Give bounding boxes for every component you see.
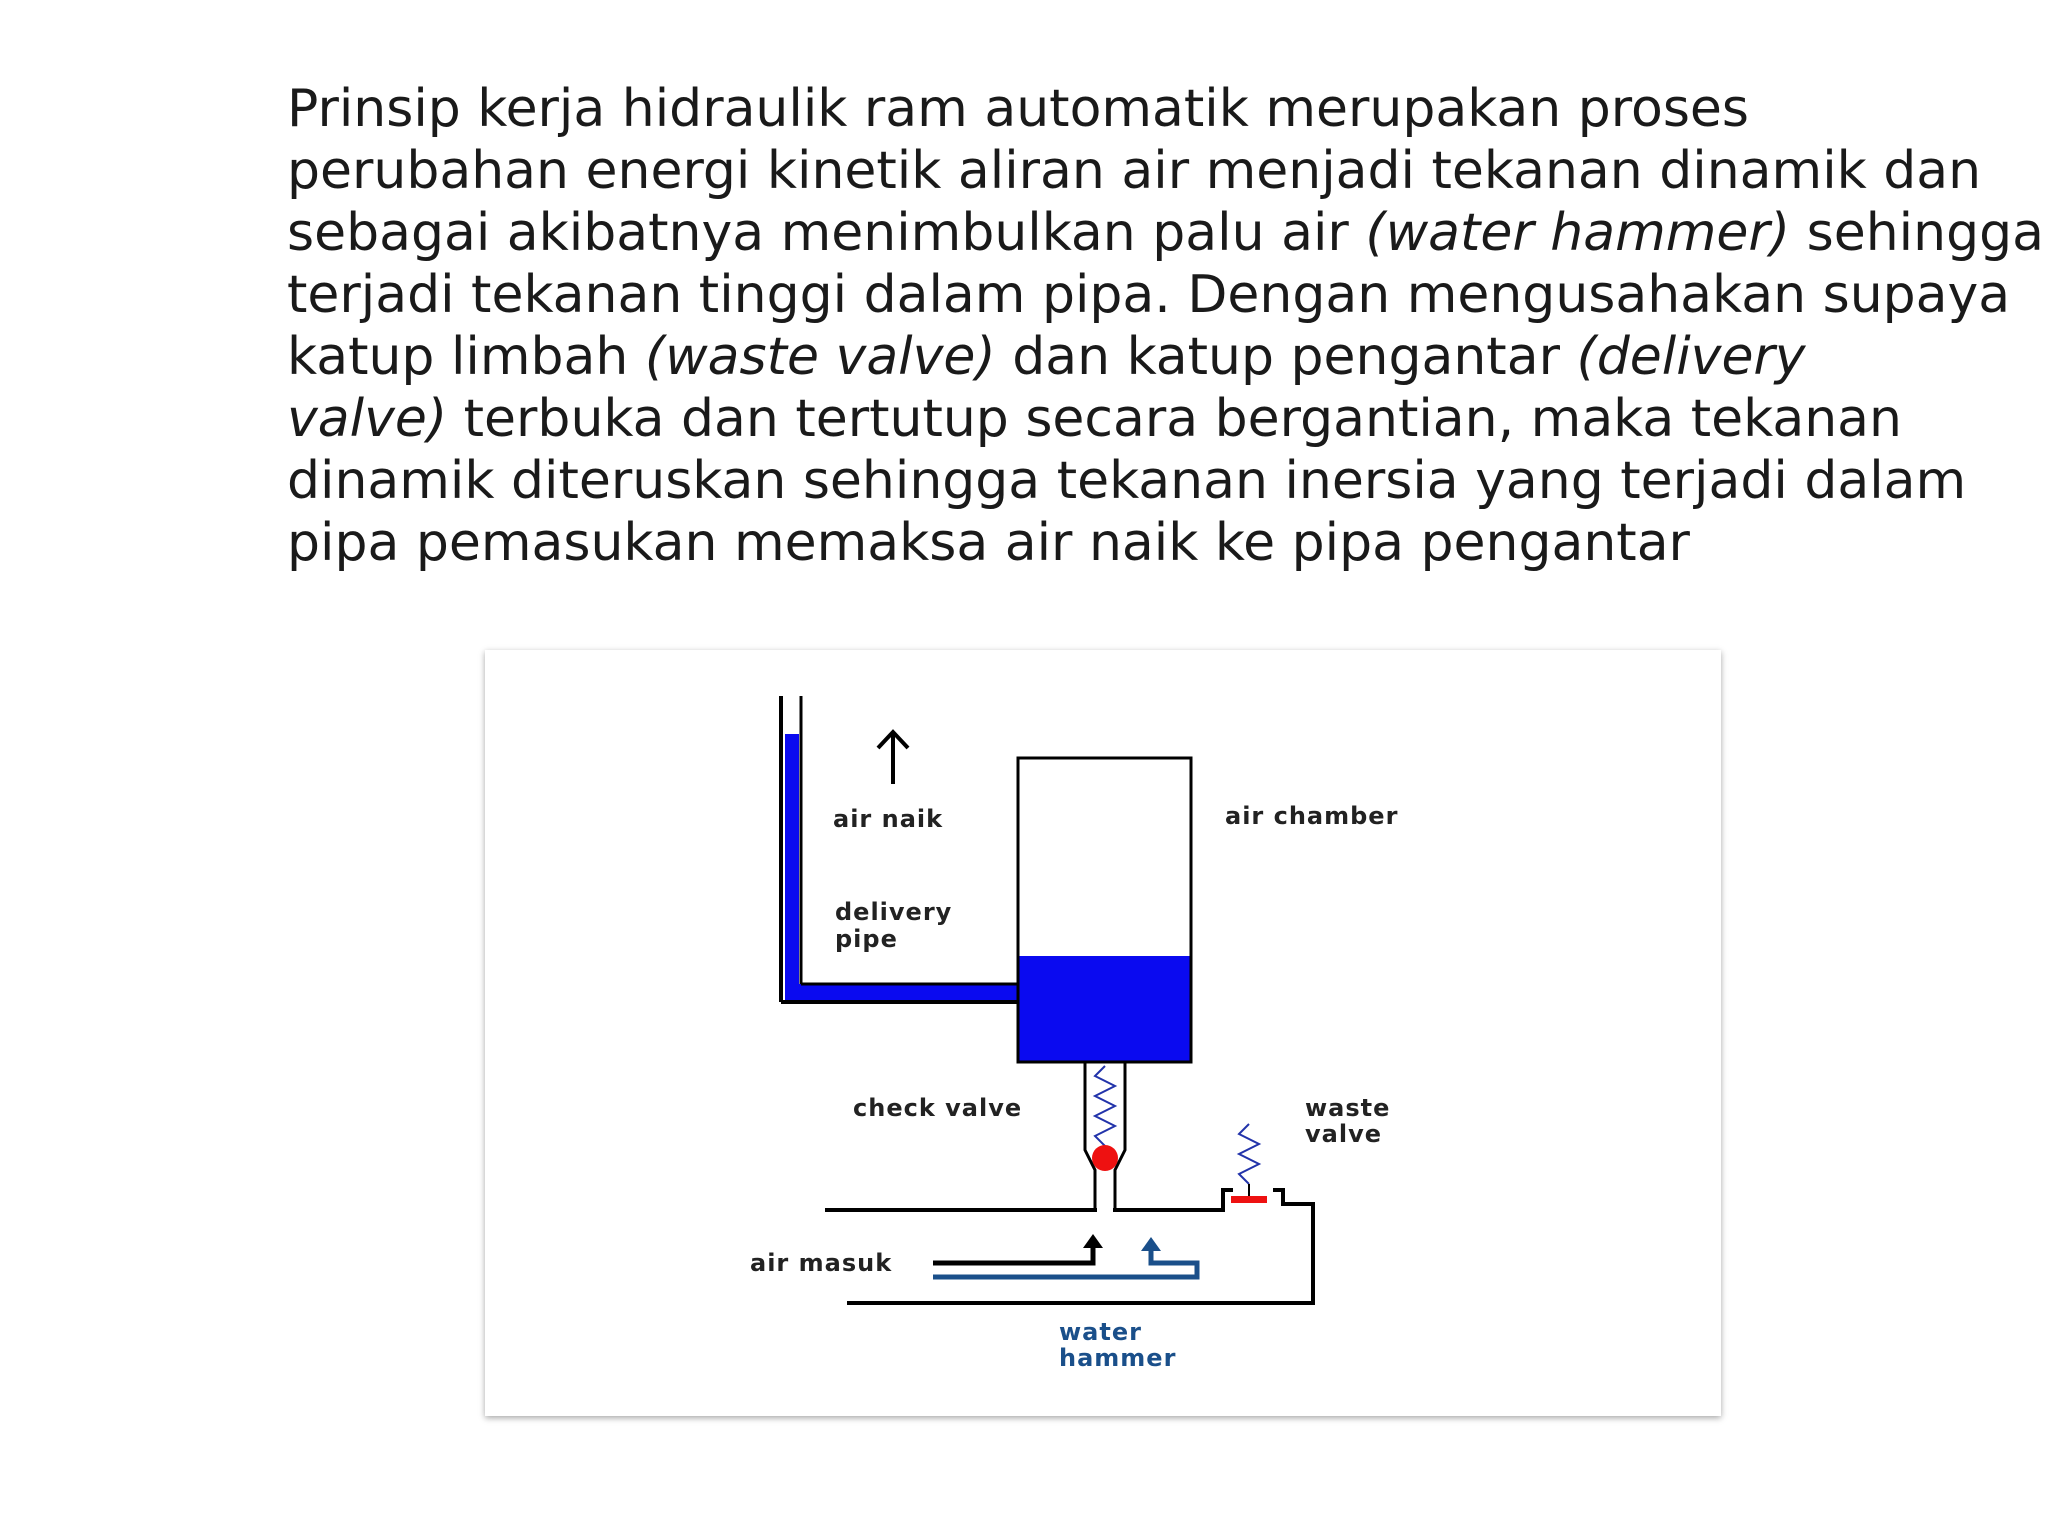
delivery-pipe-water-vertical [785,734,799,998]
check-valve-spring [1095,1066,1115,1146]
hydraulic-ram-diagram [485,650,1721,1416]
paragraph-line-1: Prinsip kerja hidraulik ram automatik merupakan proses [287,79,1750,139]
text-run: terbuka dan tertutup secara bergantian, maka tekanan [447,389,1902,449]
water-hammer-arrow-head [1141,1237,1161,1251]
paragraph-line-4: terjadi tekanan tinggi dalam pipa. Dengan mengusahakan supaya [287,265,2011,325]
text-run: dan katup pengantar [995,327,1577,387]
text-run: sehingga [1790,203,2044,263]
italic-term-water-hammer: (water hammer) [1365,203,1791,263]
waste-valve-spring [1239,1124,1259,1184]
label-air-chamber: air chamber [1225,802,1399,830]
paragraph-line-7: dinamik diteruskan sehingga tekanan inersia yang terjadi dalam [287,451,1967,511]
check-valve-ball [1092,1145,1118,1171]
check-valve-housing [1085,1062,1125,1210]
label-water-hammer-1: water [1059,1318,1142,1346]
paragraph-line-6 [287,388,1927,450]
italic-term-waste-valve: (waste valve) [644,327,996,387]
text-run: sebagai akibatnya menimbulkan palu air [287,203,1366,263]
label-delivery-pipe-1: delivery [835,898,953,926]
diagram-svg [485,650,1721,1416]
label-air-masuk: air masuk [750,1249,893,1277]
air-chamber-water [1018,956,1191,1062]
label-water-hammer-2: hammer [1059,1344,1177,1372]
label-check-valve: check valve [853,1094,1023,1122]
paragraph-line-2: perubahan energi kinetik aliran air menjadi tekanan dinamik dan [287,141,1982,201]
paragraph-line-5 [287,326,1927,388]
label-delivery-pipe-2: pipe [835,925,898,953]
label-air-naik: air naik [833,805,944,833]
waste-valve-plate [1231,1196,1267,1203]
body-paragraph [287,78,2044,574]
text-run: katup limbah [287,327,645,387]
label-waste-valve-2: valve [1305,1120,1382,1148]
paragraph-line-8: pipa pemasukan memaksa air naik ke pipa pengantar [287,513,1690,573]
air-masuk-arrow-head [1083,1234,1103,1248]
paragraph-line-3 [287,202,2044,264]
drive-pipe-top-right [1113,1190,1233,1210]
label-waste-valve-1: waste [1305,1094,1391,1122]
delivery-pipe-water-horizontal [785,984,1018,1000]
waste-valve-seat [847,1190,1313,1303]
italic-term-delivery: (delivery [1576,327,1806,387]
italic-term-valve: valve) [287,389,448,449]
air-masuk-arrow [933,1242,1093,1263]
